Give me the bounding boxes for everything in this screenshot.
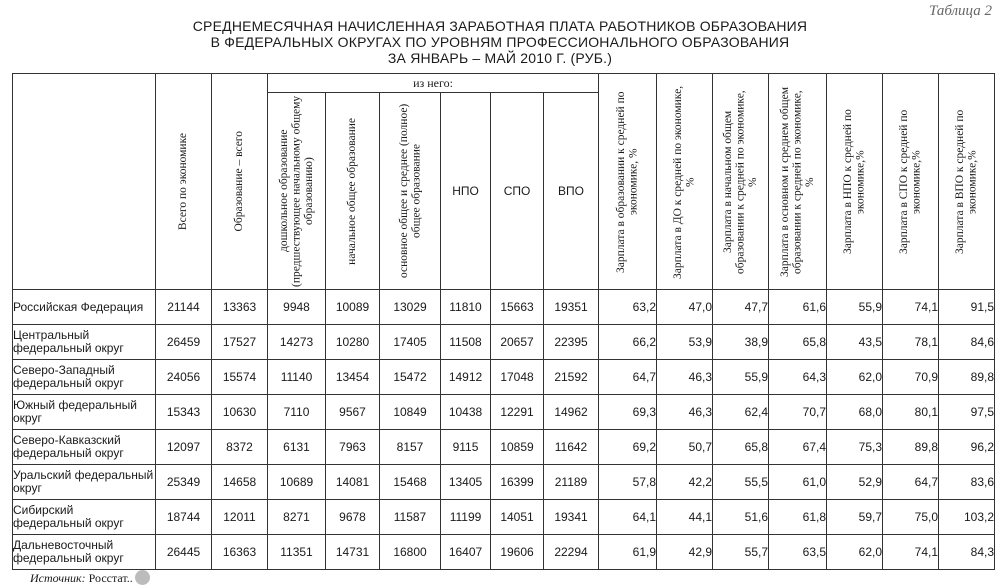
source-text: Росстат.. [88, 571, 133, 585]
value-cell: 64,1 [599, 500, 657, 535]
value-cell: 53,9 [657, 325, 713, 360]
value-cell: 16363 [212, 535, 268, 570]
value-cell: 7963 [326, 430, 380, 465]
col-header-6: СПО [491, 93, 544, 290]
value-cell: 69,3 [599, 395, 657, 430]
col-header-0-text: Всего по экономике [177, 132, 190, 231]
table-row [13, 465, 995, 500]
value-cell: 9948 [268, 290, 326, 325]
table-row [13, 430, 995, 465]
value-cell: 55,5 [713, 465, 769, 500]
table-row [13, 290, 995, 325]
title-line-2: В ФЕДЕРАЛЬНЫХ ОКРУГАХ ПО УРОВНЯМ ПРОФЕССИОНАЛЬНОГО ОБРАЗОВАНИЯ [210, 34, 790, 50]
value-cell: 64,7 [883, 465, 939, 500]
value-cell: 14731 [326, 535, 380, 570]
value-cell: 42,2 [657, 465, 713, 500]
col-header-11-text: Зарплата в основном и среднем общем образовании к средней по экономике, % [778, 86, 816, 277]
table-row [13, 325, 995, 360]
value-cell: 96,2 [939, 430, 995, 465]
value-cell: 15663 [491, 290, 544, 325]
value-cell: 15468 [380, 465, 441, 500]
value-cell: 17527 [212, 325, 268, 360]
region-name-cell: Северо-Кавказский федеральный округ [13, 430, 156, 465]
value-cell: 10438 [441, 395, 491, 430]
title-line-3: ЗА ЯНВАРЬ – МАЙ 2010 Г. (РУБ.) [387, 50, 613, 66]
value-cell: 91,5 [939, 290, 995, 325]
value-cell: 38,9 [713, 325, 769, 360]
value-cell: 69,2 [599, 430, 657, 465]
value-cell: 7110 [268, 395, 326, 430]
col-header-3-text: начальное общее образование [346, 117, 359, 265]
col-header-10 [713, 74, 769, 290]
col-header-12-text: Зарплата в НПО к средней по экономике,% [842, 109, 867, 254]
value-cell: 26445 [156, 535, 212, 570]
value-cell: 10280 [326, 325, 380, 360]
value-cell: 47,0 [657, 290, 713, 325]
value-cell: 42,9 [657, 535, 713, 570]
value-cell: 75,3 [827, 430, 883, 465]
region-name-cell: Сибирский федеральный округ [13, 500, 156, 535]
value-cell: 16800 [380, 535, 441, 570]
col-header-12 [827, 74, 883, 290]
value-cell: 52,9 [827, 465, 883, 500]
value-cell: 24056 [156, 360, 212, 395]
col-header-13-text: Зарплата в СПО к средней по экономике,% [898, 109, 923, 254]
region-name-cell: Дальневосточный федеральный округ [13, 535, 156, 570]
value-cell: 11587 [380, 500, 441, 535]
value-cell: 10689 [268, 465, 326, 500]
col-header-2-text: дошкольное образование (предшествующее начальному общему образованию) [277, 95, 315, 287]
value-cell: 11642 [544, 430, 599, 465]
value-cell: 16399 [491, 465, 544, 500]
value-cell: 26459 [156, 325, 212, 360]
value-cell: 84,6 [939, 325, 995, 360]
value-cell: 43,5 [827, 325, 883, 360]
value-cell: 8372 [212, 430, 268, 465]
table-row [13, 535, 995, 570]
col-header-2 [268, 93, 326, 290]
region-name-cell: Северо-Западный федеральный округ [13, 360, 156, 395]
value-cell: 46,3 [657, 395, 713, 430]
col-header-3 [326, 93, 380, 290]
value-cell: 6131 [268, 430, 326, 465]
value-cell: 74,1 [883, 290, 939, 325]
value-cell: 46,3 [657, 360, 713, 395]
col-header-9-text: Зарплата в ДО к средней по экономике, % [672, 84, 697, 279]
value-cell: 11140 [268, 360, 326, 395]
value-cell: 12291 [491, 395, 544, 430]
value-cell: 9115 [441, 430, 491, 465]
col-header-1 [212, 74, 268, 290]
col-header-9 [657, 74, 713, 290]
value-cell: 14658 [212, 465, 268, 500]
value-cell: 68,0 [827, 395, 883, 430]
value-cell: 13454 [326, 360, 380, 395]
value-cell: 55,9 [713, 360, 769, 395]
col-header-11 [769, 74, 827, 290]
value-cell: 11810 [441, 290, 491, 325]
value-cell: 17405 [380, 325, 441, 360]
table-row [13, 360, 995, 395]
value-cell: 50,7 [657, 430, 713, 465]
value-cell: 11508 [441, 325, 491, 360]
value-cell: 59,7 [827, 500, 883, 535]
circle-icon [135, 570, 150, 585]
col-header-4-text: основное общее и среднее (полное) общее образование [397, 103, 422, 279]
value-cell: 64,7 [599, 360, 657, 395]
col-header-1-text: Образование – всего [233, 131, 246, 232]
value-cell: 25349 [156, 465, 212, 500]
value-cell: 10630 [212, 395, 268, 430]
value-cell: 78,1 [883, 325, 939, 360]
value-cell: 21144 [156, 290, 212, 325]
value-cell: 11199 [441, 500, 491, 535]
value-cell: 11351 [268, 535, 326, 570]
value-cell: 8157 [380, 430, 441, 465]
value-cell: 14962 [544, 395, 599, 430]
value-cell: 22395 [544, 325, 599, 360]
region-name-cell: Центральный федеральный округ [13, 325, 156, 360]
value-cell: 62,0 [827, 535, 883, 570]
value-cell: 70,9 [883, 360, 939, 395]
value-cell: 9567 [326, 395, 380, 430]
col-header-14 [939, 74, 995, 290]
value-cell: 89,8 [883, 430, 939, 465]
value-cell: 61,6 [769, 290, 827, 325]
col-header-8 [599, 74, 657, 290]
value-cell: 13405 [441, 465, 491, 500]
value-cell: 89,8 [939, 360, 995, 395]
col-header-8-text: Зарплата в образовании к средней по экономике, % [615, 90, 640, 273]
value-cell: 84,3 [939, 535, 995, 570]
value-cell: 74,1 [883, 535, 939, 570]
value-cell: 66,2 [599, 325, 657, 360]
value-cell: 103,2 [939, 500, 995, 535]
value-cell: 12011 [212, 500, 268, 535]
value-cell: 18744 [156, 500, 212, 535]
salary-table [12, 73, 995, 570]
value-cell: 19351 [544, 290, 599, 325]
value-cell: 13363 [212, 290, 268, 325]
table-body [13, 290, 995, 570]
value-cell: 15343 [156, 395, 212, 430]
region-name-cell: Южный федеральный округ [13, 395, 156, 430]
source-label: Источник: [30, 571, 86, 585]
value-cell: 21592 [544, 360, 599, 395]
value-cell: 15574 [212, 360, 268, 395]
value-cell: 70,7 [769, 395, 827, 430]
value-cell: 63,2 [599, 290, 657, 325]
region-name-cell: Российская Федерация [13, 290, 156, 325]
value-cell: 97,5 [939, 395, 995, 430]
table-row [13, 500, 995, 535]
value-cell: 10089 [326, 290, 380, 325]
header-row-1 [13, 74, 995, 93]
table-number-label: Таблица 2 [929, 3, 992, 19]
col-header-14-text: Зарплата в ВПО к средней по экономике,% [954, 109, 979, 254]
value-cell: 61,9 [599, 535, 657, 570]
value-cell: 65,8 [769, 325, 827, 360]
value-cell: 14081 [326, 465, 380, 500]
col-header-4 [380, 93, 441, 290]
value-cell: 20657 [491, 325, 544, 360]
value-cell: 21189 [544, 465, 599, 500]
value-cell: 63,5 [769, 535, 827, 570]
value-cell: 55,9 [827, 290, 883, 325]
value-cell: 14051 [491, 500, 544, 535]
col-header-7: ВПО [544, 93, 599, 290]
value-cell: 17048 [491, 360, 544, 395]
value-cell: 19341 [544, 500, 599, 535]
value-cell: 62,0 [827, 360, 883, 395]
value-cell: 12097 [156, 430, 212, 465]
value-cell: 64,3 [769, 360, 827, 395]
col-header-0 [156, 74, 212, 290]
table-title [0, 18, 1000, 66]
col-header-13 [883, 74, 939, 290]
of-which-header: из него: [268, 74, 599, 93]
value-cell: 61,8 [769, 500, 827, 535]
value-cell: 67,4 [769, 430, 827, 465]
value-cell: 16407 [441, 535, 491, 570]
value-cell: 80,1 [883, 395, 939, 430]
value-cell: 9678 [326, 500, 380, 535]
col-header-10-text: Зарплата в начальном общем образовании к средней по экономике, % [721, 89, 759, 274]
value-cell: 44,1 [657, 500, 713, 535]
value-cell: 61,0 [769, 465, 827, 500]
value-cell: 55,7 [713, 535, 769, 570]
value-cell: 83,6 [939, 465, 995, 500]
value-cell: 14912 [441, 360, 491, 395]
value-cell: 15472 [380, 360, 441, 395]
source-note [30, 570, 150, 586]
value-cell: 47,7 [713, 290, 769, 325]
value-cell: 75,0 [883, 500, 939, 535]
value-cell: 57,8 [599, 465, 657, 500]
value-cell: 10849 [380, 395, 441, 430]
value-cell: 13029 [380, 290, 441, 325]
value-cell: 62,4 [713, 395, 769, 430]
value-cell: 65,8 [713, 430, 769, 465]
table-row [13, 395, 995, 430]
value-cell: 22294 [544, 535, 599, 570]
value-cell: 14273 [268, 325, 326, 360]
region-name-cell: Уральский федеральный округ [13, 465, 156, 500]
value-cell: 19606 [491, 535, 544, 570]
value-cell: 10859 [491, 430, 544, 465]
title-line-1: СРЕДНЕМЕСЯЧНАЯ НАЧИСЛЕННАЯ ЗАРАБОТНАЯ ПЛАТА РАБОТНИКОВ ОБРАЗОВАНИЯ [192, 18, 808, 34]
value-cell: 8271 [268, 500, 326, 535]
region-header-cell [13, 74, 156, 290]
col-header-5: НПО [441, 93, 491, 290]
value-cell: 51,6 [713, 500, 769, 535]
